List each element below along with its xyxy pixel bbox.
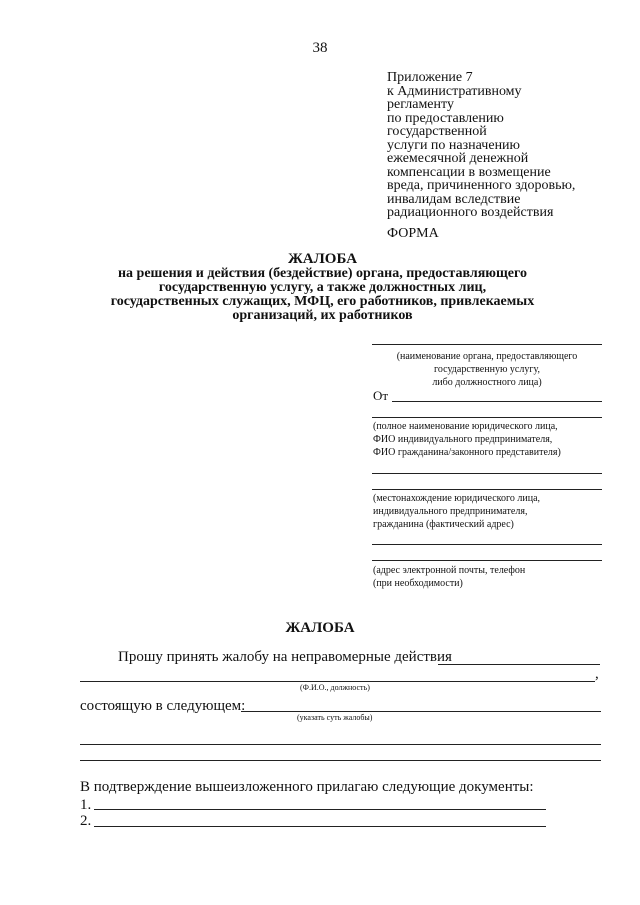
consisting-text: состоящую в следующем: (80, 698, 246, 714)
caption-line: (адрес электронной почты, телефон (373, 565, 526, 576)
appendix-line: к Административному (387, 83, 522, 99)
essence-line-3[interactable] (80, 760, 601, 761)
applicant-name-caption (373, 420, 561, 459)
document-line-1[interactable] (94, 809, 546, 810)
caption-line: либо должностного лица) (432, 377, 542, 388)
subject-line[interactable] (438, 664, 600, 665)
comma: , (595, 666, 599, 682)
contact-caption (373, 564, 525, 590)
title-line: государственных служащих, МФЦ, его работников, привлекаемых (110, 294, 535, 309)
organ-name-line[interactable] (372, 344, 602, 345)
caption-line: гражданина (фактический адрес) (373, 519, 514, 530)
caption-line: (при необходимости) (373, 578, 463, 589)
title-line: государственную услугу, а также должностных лиц, (158, 280, 487, 295)
caption-line: индивидуального предпринимателя, (373, 506, 528, 517)
contact-line[interactable] (372, 560, 602, 561)
appendix-line: по предоставлению (387, 110, 504, 126)
location-caption (373, 492, 540, 531)
title-line: организаций, их работников (232, 308, 413, 323)
appendix-line: компенсации в возмещение (387, 164, 551, 180)
item-number: 1. (80, 797, 92, 813)
appendix-line: регламенту (387, 97, 454, 112)
subject-line-2[interactable] (80, 681, 595, 682)
appendix-line: услуги по назначению (387, 137, 521, 153)
from-label: От (373, 388, 389, 403)
caption-line: (полное наименование юридического лица, (373, 421, 558, 432)
fio-caption: (Ф.И.О., должность) (300, 683, 370, 692)
from-line[interactable] (392, 401, 602, 402)
appendix-line: вреда, причиненного здоровью, (387, 178, 576, 193)
caption-line: (наименование органа, предоставляющего (396, 351, 578, 362)
organ-caption (372, 350, 602, 389)
appendix-block (387, 71, 627, 220)
request-text: Прошу принять жалобу на неправомерные действия (118, 649, 452, 665)
appendix-line: ежемесячной денежной (387, 151, 529, 166)
attach-text: В подтверждение вышеизложенного прилагаю следующие документы: (80, 779, 534, 795)
caption-line: государственную услугу, (434, 364, 540, 375)
title-line: на решения и действия (бездействие) органа, предоставляющего (117, 266, 528, 281)
appendix-line: Приложение 7 (387, 70, 473, 85)
appendix-line: государственной (387, 124, 487, 139)
complaint-heading: ЖАЛОБА (285, 620, 355, 636)
document-line-2[interactable] (94, 826, 546, 827)
applicant-name-line[interactable] (372, 417, 602, 418)
essence-caption: (указать суть жалобы) (297, 713, 373, 722)
caption-line: (местонахождение юридического лица, (373, 493, 541, 504)
form-label: ФОРМА (387, 226, 439, 241)
location-line[interactable] (372, 489, 602, 490)
title-main: ЖАЛОБА (287, 251, 358, 267)
page-number: 38 (312, 40, 328, 56)
item-number: 2. (80, 813, 92, 829)
location-extra-line[interactable] (372, 544, 602, 545)
caption-line: ФИО индивидуального предпринимателя, (373, 434, 553, 445)
applicant-extra-line[interactable] (372, 473, 602, 474)
caption-line: ФИО гражданина/законного представителя) (373, 447, 561, 458)
appendix-line: инвалидам вследствие (387, 191, 521, 207)
appendix-line: радиационного воздействия (387, 205, 554, 220)
document-title (60, 252, 585, 323)
essence-line-2[interactable] (80, 744, 601, 745)
essence-line[interactable] (241, 711, 601, 712)
